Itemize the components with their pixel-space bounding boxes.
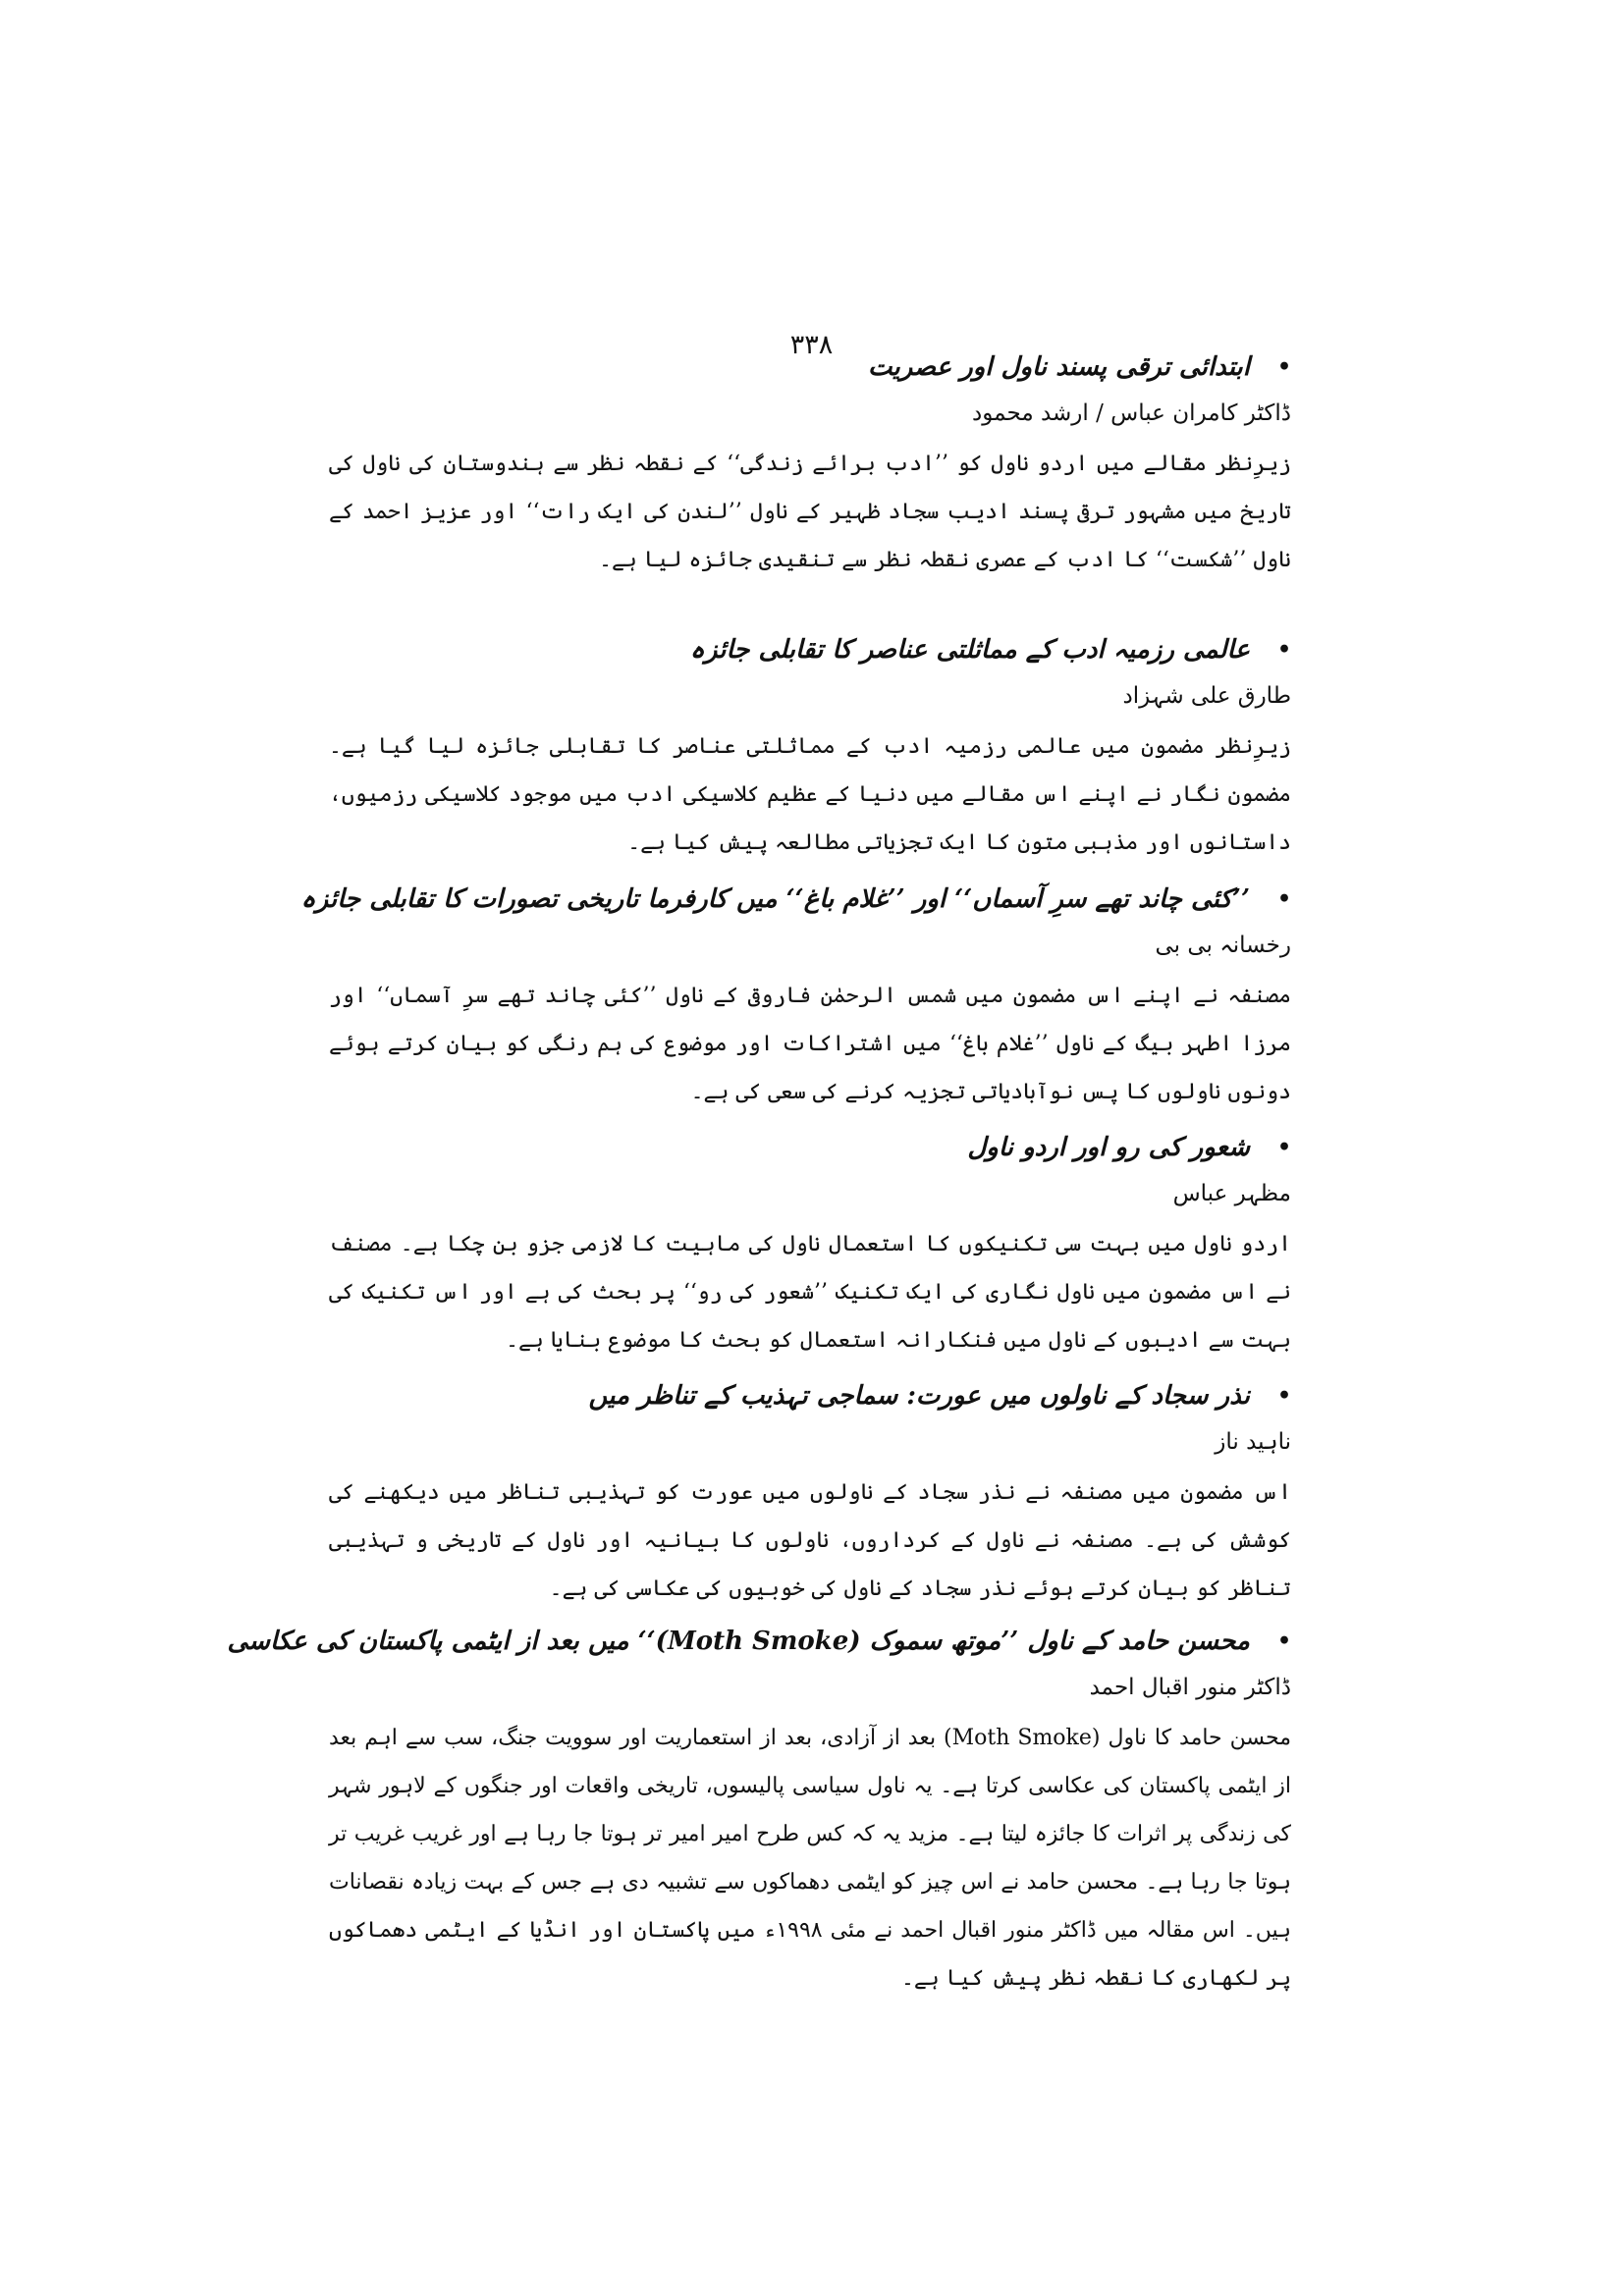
article-entry [295,626,1291,867]
article-summary: مصنفہ نے اپنے اس مضمون میں شمس الرحمٰن فاروقی کے ناول ’’کئی چاند تھے سرِ آسماں‘‘ اور مرزا اطہر بیگ کے ناول ’’غلام باغ‘‘ میں اشتراکات اور موضوع کی ہم رنگی کو بیان کرتے ہوئے دونوں ناولوں کا پس نوآبادیاتی تجزیہ کرنے کی سعی کی ہے۔ [329,984,1291,1104]
article-title: ’’کئی چاند تھے سرِ آسماں‘‘ اور ’’غلام باغ‘‘ میں کارفرما تاریخی تصورات کا تقابلی جائزہ [300,884,1250,914]
article-title: شعور کی رو اور اردو ناول [967,1133,1250,1162]
article-summary: محسن حامد کا ناول (Moth Smoke) بعد از آزادی، بعد از استعماریت اور سوویت جنگ، سب سے اہم بعد از ایٹمی پاکستان کی عکاسی کرتا ہے۔ یہ ناول سیاسی پالیسوں، تاریخی واقعات اور جنگوں کے لاہور شہر کی زندگی پر اثرات کا جائزہ لیتا ہے۔ مزید یہ کہ کس طرح امیر امیر تر ہوتا جا رہا ہے اور غریب غریب تر ہوتا جا رہا ہے۔ محسن حامد نے اس چیز کو ایٹمی دھماکوں سے تشبیہ دی ہے جس کے بہت زیادہ نقصانات ہیں۔ اس مقالہ میں ڈاکٹر منور اقبال احمد نے مئی ۱۹۹۸ء میں پاکستان اور انڈیا کے ایٹمی دھماکوں پر لکھاری کا نقطہ نظر پیش کیا ہے۔ [329,1726,1292,1991]
article-title-row [295,344,1291,391]
article-title-row [295,1124,1291,1171]
article-entry [227,1618,1292,2002]
article-entry [295,344,1291,584]
article-summary: اس مضمون میں مصنفہ نے نذر سجاد کے ناولوں میں عورت کو تہذیبی تناظر میں دیکھنے کی کوشش کی ہے۔ مصنفہ نے ناول کے کرداروں، ناولوں کا بیانیہ اور ناول کے تاریخی و تہذیبی تناظر کو بیان کرتے ہوئے نذر سجاد کے ناول کی خوبیوں کی عکاسی کی ہے۔ [329,1480,1291,1601]
bullet-icon: • [1276,886,1291,912]
article-title-row [295,1372,1291,1419]
article-summary: زیرِنظر مقالے میں اردو ناول کو ’’ادب برائے زندگی‘‘ کے نقطہ نظر سے ہندوستان کی ناول کی تاریخ میں مشہور ترقی پسند ادیب سجاد ظہیر کے ناول ’’لندن کی ایک رات‘‘ اور عزیز احمد کے ناول ’’شکست‘‘ کا ادب کے عصری نقطہ نظر سے تنقیدی جائزہ لیا ہے۔ [329,452,1291,572]
article-entry [295,1372,1291,1613]
article-author: ڈاکٹر منور اقبال احمد [1089,1675,1291,1700]
bullet-icon: • [1276,1629,1291,1654]
article-title: نذر سجاد کے ناولوں میں عورت: سماجی تہذیب کے تناظر میں [588,1381,1250,1411]
article-title: محسن حامد کے ناول ’’موتھ سموک (Moth Smoke)‘‘ میں بعد از ایٹمی پاکستان کی عکاسی [227,1627,1250,1656]
article-author: ڈاکٹر کامران عباس / ارشد محمود [972,400,1291,426]
bullet-icon: • [1276,1383,1291,1409]
article-title: عالمی رزمیہ ادب کے مماثلتی عناصر کا تقابلی جائزہ [689,635,1250,665]
bullet-icon: • [1276,1135,1291,1160]
article-summary: زیرِنظر مضمون میں عالمی رزمیہ ادب کے مماثلتی عناصر کا تقابلی جائزہ لیا گیا ہے۔ مضمون نگار نے اپنے اس مقالے میں دنیا کے عظیم کلاسیکی ادب میں موجود کلاسیکی رزمیوں، داستانوں اور مذہبی متون کا ایک تجزیاتی مطالعہ پیش کیا ہے۔ [329,734,1291,855]
article-title-row [227,1618,1291,1665]
article-title-row [295,876,1291,923]
article-entry [295,876,1291,1116]
article-author: مظہر عباس [1172,1181,1291,1206]
bullet-icon: • [1276,354,1291,380]
article-title: ابتدائی ترقی پسند ناول اور عصریت [867,352,1250,382]
article-title-row [295,626,1291,673]
article-author: رخسانہ بی بی [1155,933,1291,958]
article-author: ناہید ناز [1215,1429,1291,1455]
page-number: ۳۳۸ [789,330,834,360]
article-summary: اردو ناول میں بہت سی تکنیکوں کا استعمال ناول کی ماہیت کا لازمی جزو بن چکا ہے۔ مصنف نے اس مضمون میں ناول نگاری کی ایک تکنیک ’’شعور کی رو‘‘ پر بحث کی ہے اور اس تکنیک کی بہت سے ادیبوں کے ناول میں فنکارانہ استعمال کو بحث کا موضوع بنایا ہے۔ [329,1232,1291,1353]
bullet-icon: • [1276,637,1291,663]
article-author: طارق علی شہزاد [1122,683,1291,709]
article-entry [295,1124,1291,1364]
